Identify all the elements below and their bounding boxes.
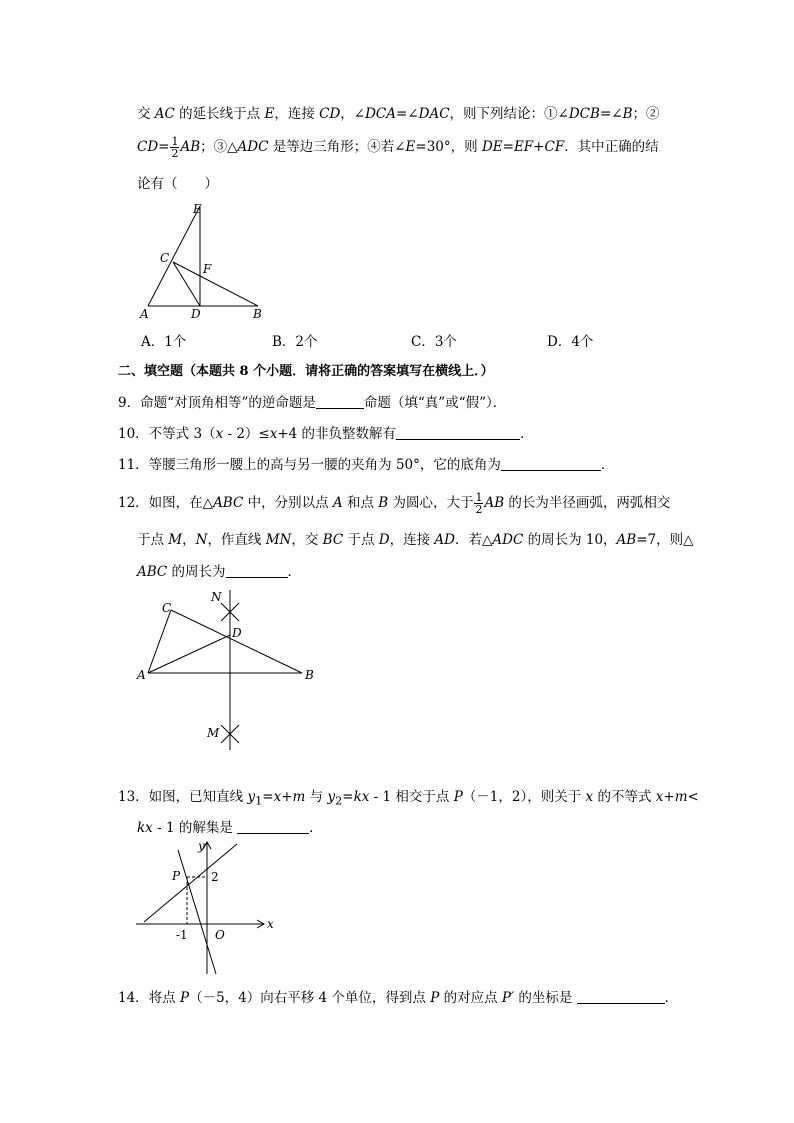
q8-triangle-figure bbox=[140, 200, 270, 325]
q8-line-2: CD= $\frac{1}{2}$ AB；③△ADC 是等边三角形；④若∠E=30°，则 DE=EF+CF．其中正确的结 bbox=[137, 135, 659, 160]
line-CB bbox=[171, 610, 302, 673]
label-F: F bbox=[203, 262, 212, 276]
label-P: P bbox=[172, 869, 181, 883]
question-14: 14．将点 P（－5，4）向右平移 4 个单位，得到点 P 的对应点 P′ 的坐标是 ． bbox=[118, 990, 679, 1006]
q13-coordinate-figure bbox=[136, 838, 281, 978]
answer-blank-11[interactable] bbox=[501, 456, 601, 471]
option-a: A．1个 bbox=[141, 334, 187, 350]
question-9: 9．命题“对顶角相等”的逆命题是 命题（填“真”或“假”）． bbox=[118, 395, 507, 411]
label-y: y bbox=[198, 839, 205, 853]
label-D: D bbox=[232, 626, 242, 640]
line-y1 bbox=[144, 844, 237, 922]
question-13-line-2: kx - 1 的解集是 ． bbox=[137, 820, 323, 836]
question-13-line-1: 13．如图，已知直线 $y_1=x+m$ 与 $y_2=kx - 1$ 相交于点 P（－1，2），则关于 x 的不等式 x+m< bbox=[118, 789, 699, 808]
answer-blank-9[interactable] bbox=[316, 394, 364, 409]
label-O: O bbox=[215, 928, 225, 942]
question-12-line-1: 12．如图，在△ABC 中，分别以点 A 和点 B 为圆心，大于 $\frac{1}{2}$ AB 的长为半径画弧，两弧相交 bbox=[118, 491, 671, 516]
label-x: x bbox=[267, 917, 274, 931]
line-y2 bbox=[178, 850, 216, 974]
q12-construction-figure bbox=[135, 585, 325, 750]
label-M: M bbox=[207, 726, 220, 740]
label-A: A bbox=[140, 307, 149, 321]
label-C: C bbox=[162, 601, 172, 615]
label-2: 2 bbox=[211, 870, 219, 884]
label-A: A bbox=[137, 668, 146, 682]
label-N: N bbox=[211, 590, 222, 604]
question-12-line-2: 于点 M，N，作直线 MN，交 BC 于点 D，连接 AD．若△ADC 的周长为 10，AB=7，则△ bbox=[137, 532, 694, 548]
fraction-half: $\frac{1}{2}$ bbox=[171, 135, 179, 160]
label-C: C bbox=[160, 251, 170, 265]
label-neg1: -1 bbox=[176, 928, 188, 942]
answer-blank-12[interactable] bbox=[226, 563, 288, 578]
answer-blank-14[interactable] bbox=[577, 989, 665, 1004]
line-CB bbox=[173, 262, 258, 306]
answer-blank-13[interactable] bbox=[237, 819, 309, 834]
question-12-line-3: ABC 的周长为 ． bbox=[137, 564, 302, 580]
question-10: 10．不等式 3（x - 2）≤x+4 的非负整数解有 ． bbox=[118, 426, 534, 442]
answer-blank-10[interactable] bbox=[396, 425, 520, 440]
label-B: B bbox=[253, 307, 262, 321]
label-B: B bbox=[305, 668, 314, 682]
option-b: B．2个 bbox=[272, 334, 318, 350]
section-heading: 二、填空题（本题共 8 个小题．请将正确的答案填写在横线上．） bbox=[118, 364, 494, 379]
fraction-half: $\frac{1}{2}$ bbox=[475, 491, 483, 516]
line-AE bbox=[148, 206, 200, 306]
option-c: C．3个 bbox=[411, 334, 457, 350]
question-11: 11．等腰三角形一腰上的高与另一腰的夹角为 50°，它的底角为 ． bbox=[118, 457, 615, 473]
label-D: D bbox=[191, 307, 201, 321]
label-E: E bbox=[193, 202, 202, 216]
q8-line-1: 交 AC 的延长线于点 E，连接 CD，∠DCA=∠DAC，则下列结论：①∠DCB=∠B；② bbox=[137, 106, 660, 122]
q8-line-3: 论有（ ） bbox=[137, 176, 218, 192]
option-d: D．4个 bbox=[547, 334, 594, 350]
